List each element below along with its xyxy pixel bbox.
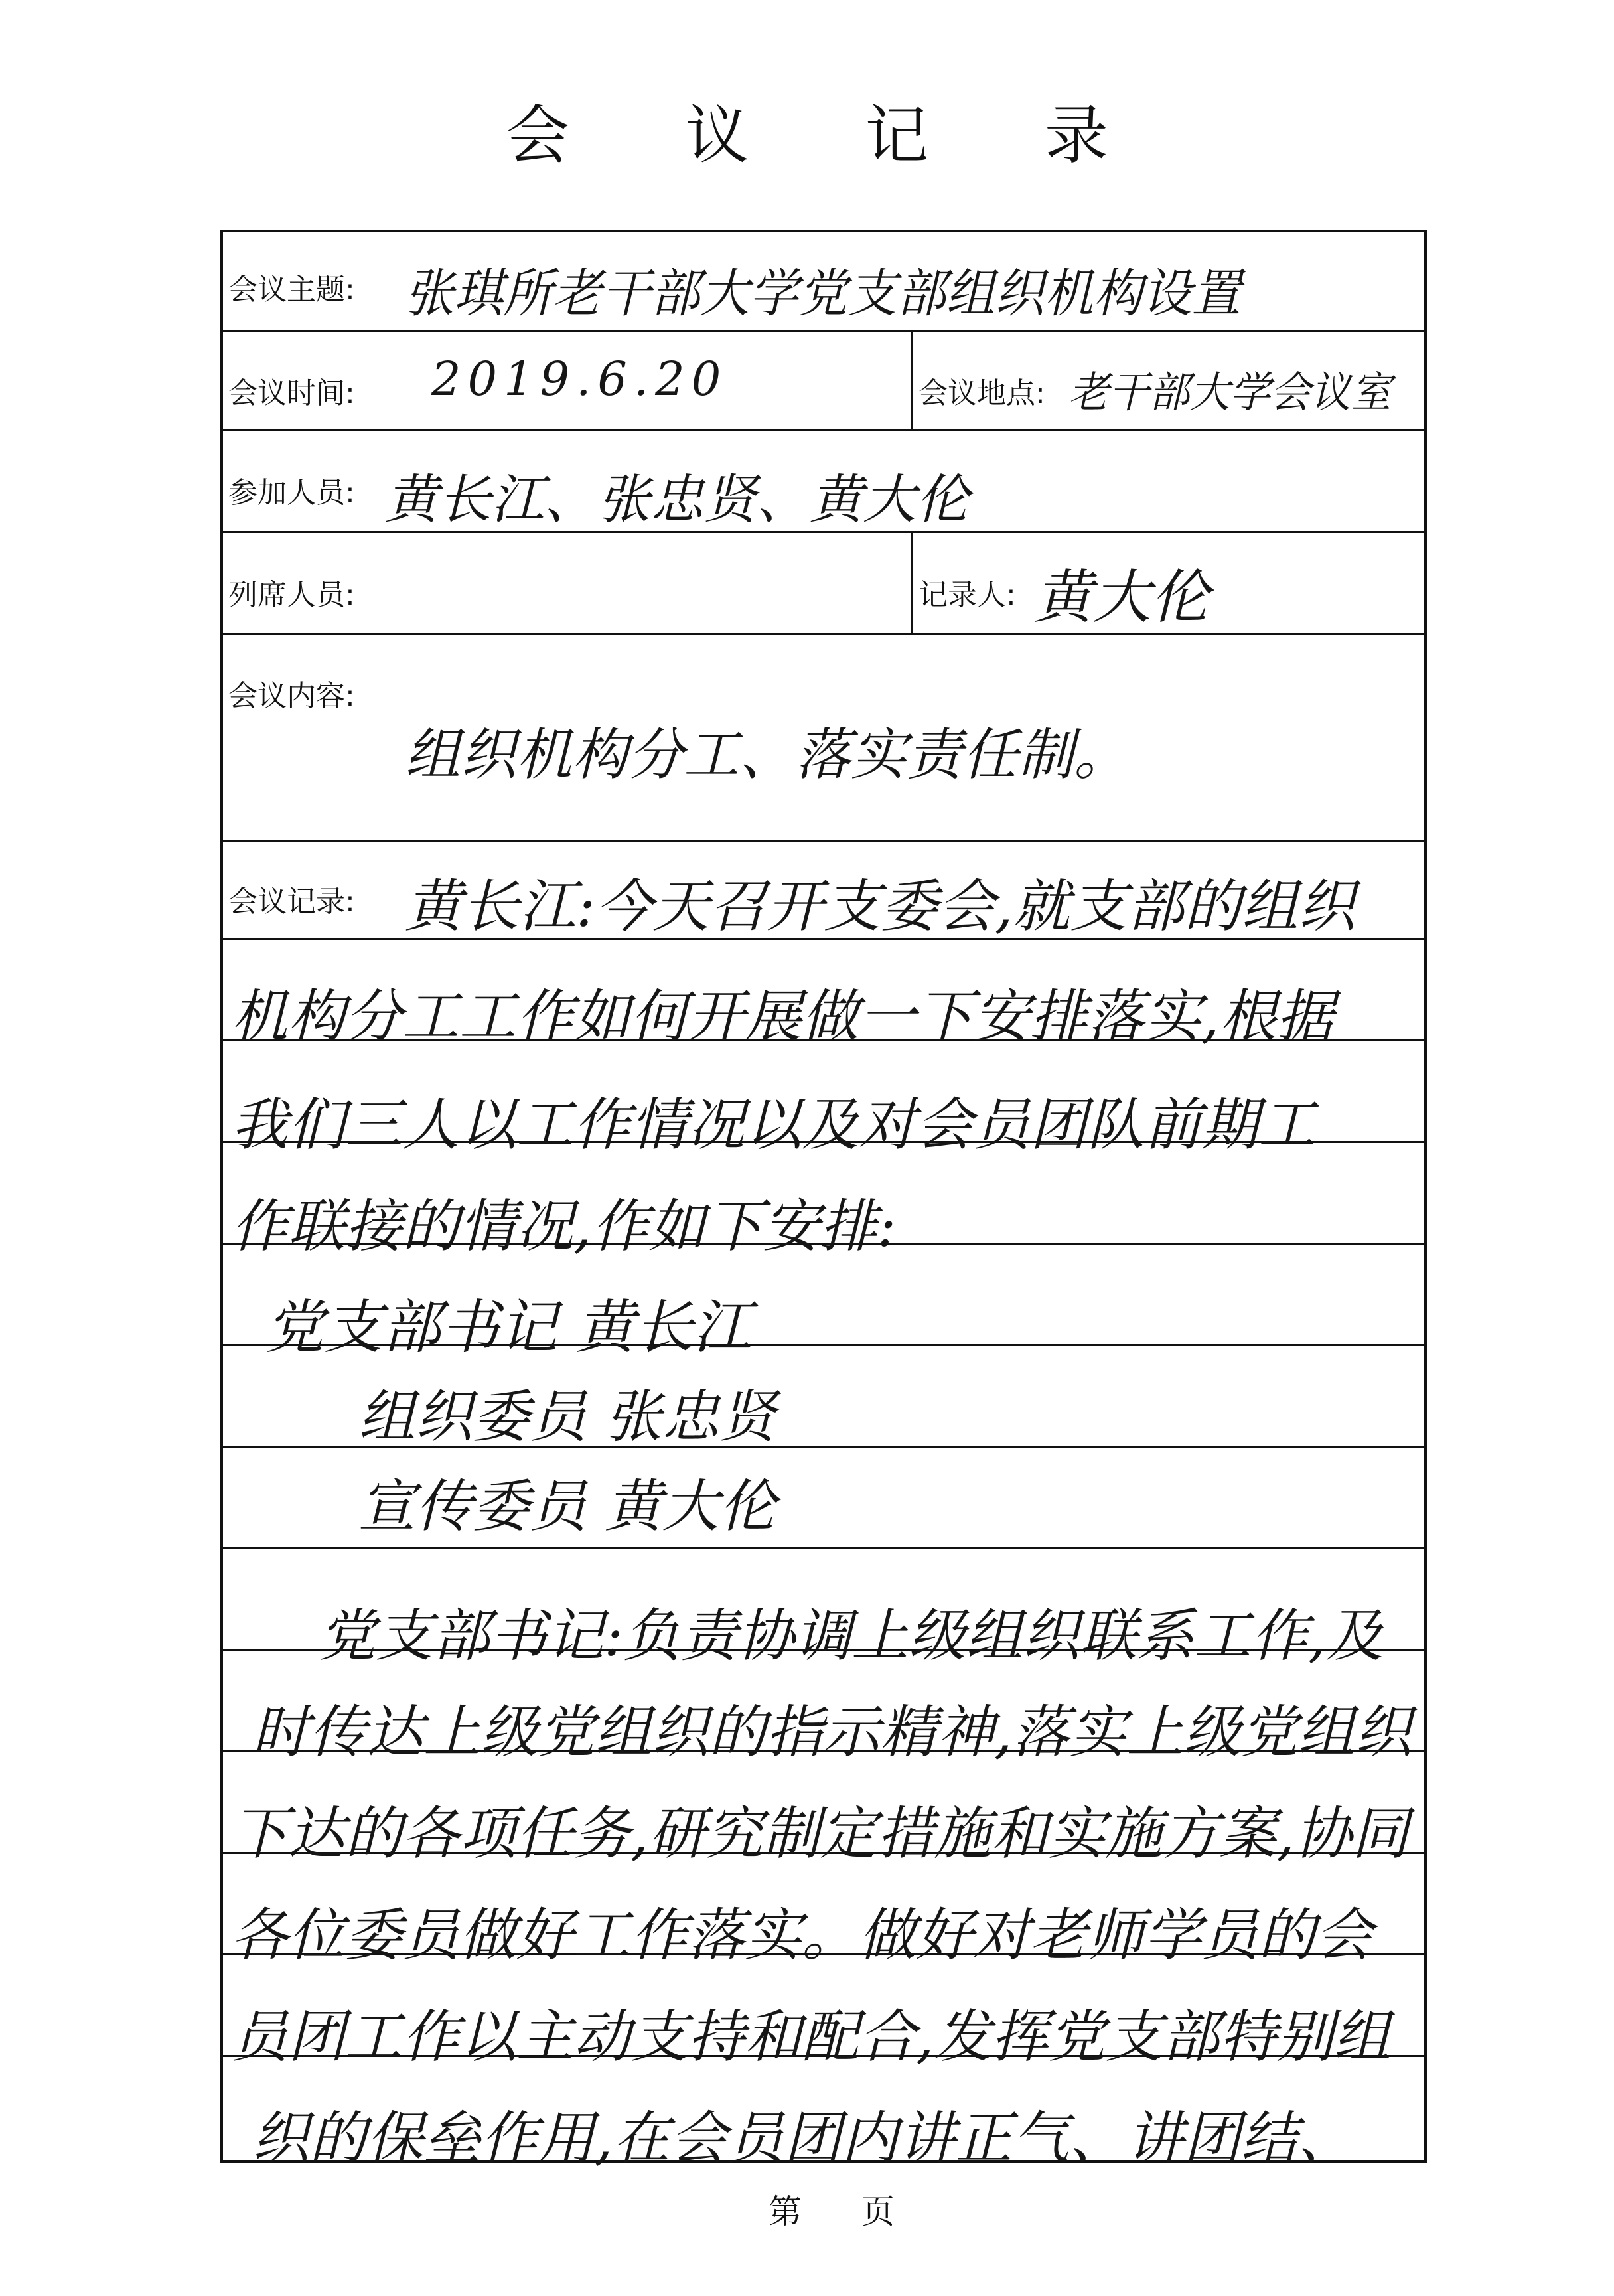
- minutes-label: 会议记录:: [228, 885, 355, 919]
- row-divider: [220, 633, 1427, 635]
- minutes-line: 机构分工工作如何开展做一下安排落实,根据: [231, 984, 1334, 1050]
- minutes-line: 织的保垒作用,在会员团内讲正气、讲团结、: [252, 2105, 1355, 2172]
- minutes-line: 党支部书记 黄长江: [265, 1293, 751, 1361]
- location-value: 老干部大学会议室: [1068, 368, 1392, 418]
- time-value: 2019.6.20: [431, 352, 728, 406]
- content-label: 会议内容:: [228, 679, 355, 713]
- topic-label: 会议主题:: [228, 273, 355, 307]
- column-divider: [911, 330, 913, 429]
- minutes-line: 时传达上级党组织的指示精神,落实上级党组织: [252, 1699, 1412, 1766]
- minutes-line: 我们三人以工作情况以及对会员团队前期工: [231, 1092, 1315, 1158]
- page-prefix: 第: [769, 2192, 802, 2231]
- minutes-line: 各位委员做好工作落实。做好对老师学员的会: [231, 1902, 1372, 1969]
- attendees-label: 参加人员:: [228, 476, 355, 510]
- minutes-line: 下达的各项任务,研究制定措施和实施方案,协同: [231, 1801, 1409, 1867]
- row-divider: [220, 840, 1427, 842]
- row-divider: [220, 330, 1427, 332]
- minutes-line: 作联接的情况,作如下安排:: [231, 1193, 897, 1260]
- minutes-line: 组织委员 张忠贤: [358, 1384, 776, 1450]
- recorder-label: 记录人:: [918, 578, 1016, 612]
- minutes-line: 宣传委员 黄大伦: [358, 1474, 776, 1540]
- minutes-line: 黄长江:今天召开支委会,就支部的组织: [405, 874, 1356, 940]
- ruled-line: [223, 1547, 1424, 1549]
- location-label: 会议地点:: [918, 376, 1045, 410]
- recorder-value: 黄大伦: [1034, 563, 1210, 631]
- row-divider: [220, 429, 1427, 431]
- column-divider: [911, 531, 913, 633]
- minutes-line: 员团工作以主动支持和配合,发挥党支部特别组: [231, 2004, 1391, 2070]
- minutes-line: 党支部书记:负责协调上级组织联系工作,及: [319, 1603, 1384, 1669]
- observers-label: 列席人员:: [228, 578, 355, 612]
- page-title: 会 议 记 录: [506, 98, 1156, 173]
- time-label: 会议时间:: [228, 376, 355, 410]
- content-value: 组织机构分工、落实责任制。: [405, 722, 1130, 787]
- page-suffix: 页: [861, 2192, 895, 2231]
- attendees-value: 黄长江、张忠贤、黄大伦: [385, 469, 969, 530]
- topic-value: 张琪所老干部大学党支部组织机构设置: [405, 264, 1241, 324]
- page-number: [769, 2185, 954, 2233]
